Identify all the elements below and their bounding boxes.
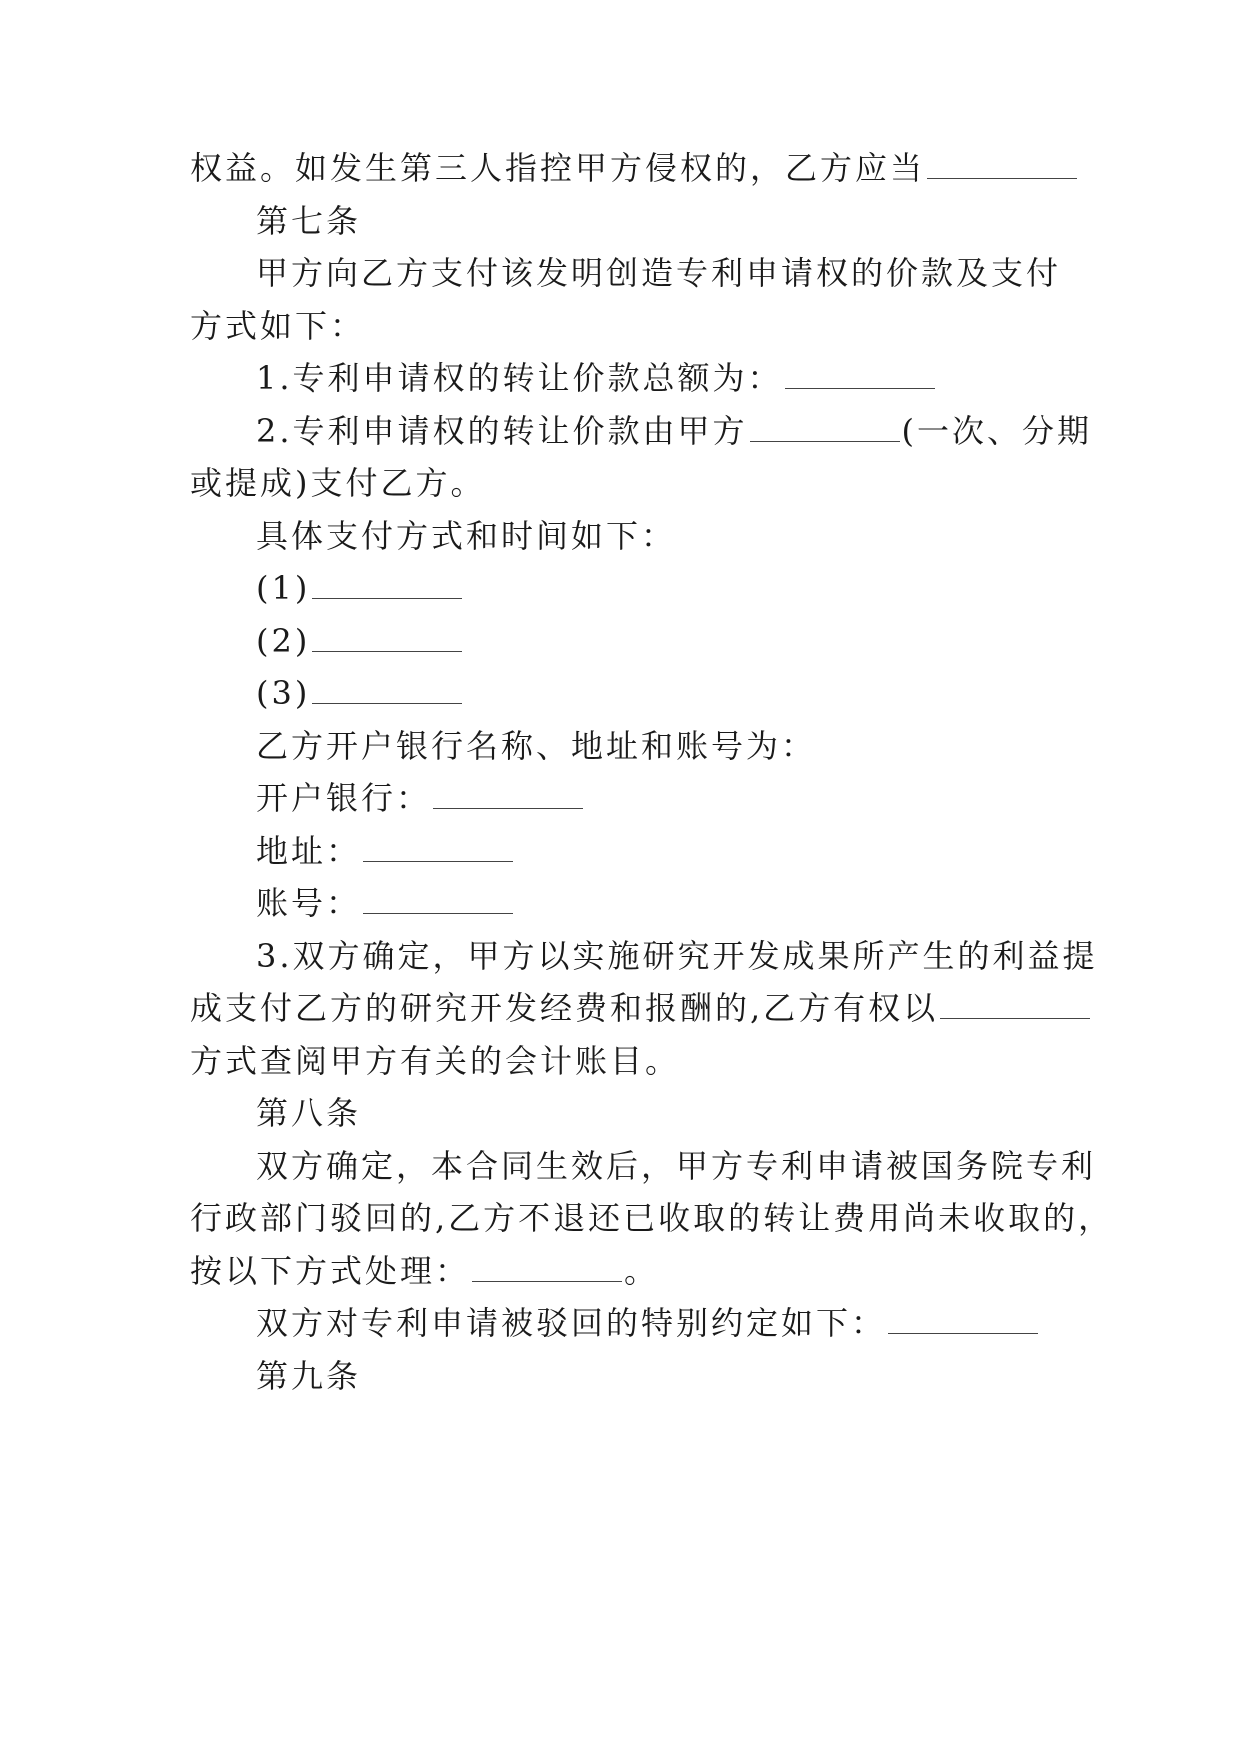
fill-in-blank <box>363 835 513 862</box>
fill-in-blank <box>940 992 1090 1019</box>
text-line: 1.专利申请权的转让价款总额为： <box>0 358 1241 398</box>
text-line: 具体支付方式和时间如下： <box>256 517 677 555</box>
list-item: (3) <box>0 673 1241 713</box>
list-item: (2) <box>0 621 1241 661</box>
fill-in-blank <box>750 415 900 442</box>
list-item: (1) <box>0 568 1241 608</box>
text-line: 方式查阅甲方有关的会计账目。 <box>190 1042 681 1080</box>
fill-in-blank <box>312 677 462 704</box>
text-line: 2.专利申请权的转让价款由甲方 (一次、分期 <box>256 412 1093 450</box>
text-line: 乙方开户银行名称、地址和账号为： <box>256 727 817 765</box>
text-line: 双方确定，本合同生效后，甲方专利申请被国务院专利 <box>256 1147 1097 1185</box>
account-field: 账号： <box>0 883 1241 923</box>
address-field: 地址： <box>0 831 1241 871</box>
fill-in-blank <box>785 362 935 389</box>
article-heading: 第七条 <box>256 202 362 240</box>
text-line: 方式如下： <box>190 307 366 345</box>
text-line: 行政部门驳回的,乙方不退还已收取的转让费用尚未收取的， <box>190 1199 1114 1237</box>
fill-in-blank <box>472 1255 622 1282</box>
text-line: 甲方向乙方支付该发明创造专利申请权的价款及支付 <box>256 254 1062 292</box>
fill-in-blank <box>888 1307 1038 1334</box>
text-line: 成支付乙方的研究开发经费和报酬的,乙方有权以 <box>0 988 1241 1028</box>
fill-in-blank <box>312 572 462 599</box>
text-line: 3.双方确定，甲方以实施研究开发成果所产生的利益提 <box>256 937 1098 975</box>
fill-in-blank <box>312 625 462 652</box>
article-heading: 第八条 <box>256 1094 362 1132</box>
fill-in-blank <box>927 152 1077 179</box>
text-line: 或提成)支付乙方。 <box>190 464 486 502</box>
text-line: 权益。如发生第三人指控甲方侵权的，乙方应当 <box>0 148 1241 188</box>
article-heading: 第九条 <box>256 1357 362 1395</box>
text-line: 按以下方式处理： 。 <box>190 1252 660 1290</box>
text-line: 双方对专利申请被驳回的特别约定如下： <box>0 1303 1241 1343</box>
bank-field: 开户银行： <box>0 778 1241 818</box>
fill-in-blank <box>433 782 583 809</box>
fill-in-blank <box>363 887 513 914</box>
